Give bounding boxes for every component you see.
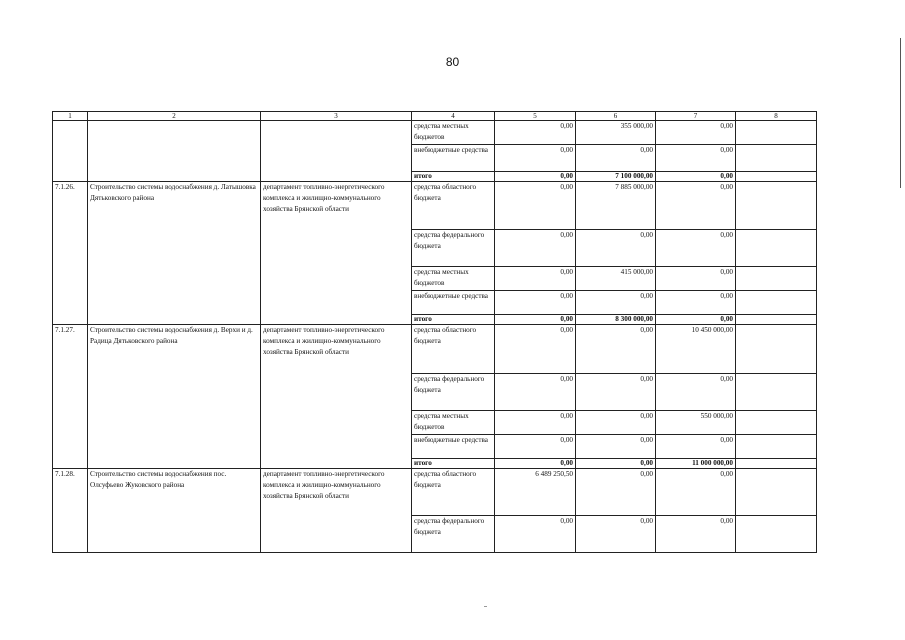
value-col8 — [736, 121, 817, 145]
funding-source: внебюджетные средства — [412, 291, 495, 315]
executor-cell: департамент топливно-энергетического комплекса и жилищно-коммунального хозяйства Брянской области — [261, 182, 412, 325]
value-col8 — [736, 230, 817, 267]
value-col5: 0,00 — [495, 459, 576, 469]
value-col8 — [736, 435, 817, 459]
item-name-cell — [88, 121, 261, 182]
value-col5: 0,00 — [495, 291, 576, 315]
value-col5: 6 489 250,50 — [495, 469, 576, 516]
value-col6: 0,00 — [576, 230, 656, 267]
value-col8 — [736, 325, 817, 374]
table-row — [53, 182, 817, 230]
funding-source: внебюджетные средства — [412, 435, 495, 459]
item-number-cell — [53, 121, 88, 182]
funding-source: средства местных бюджетов — [412, 121, 495, 145]
value-col5: 0,00 — [495, 172, 576, 182]
value-col8 — [736, 172, 817, 182]
value-col8 — [736, 469, 817, 516]
item-name-cell: Строительство системы водоснабжения пос. Олсуфьево Жуковского района — [88, 469, 261, 553]
value-col8 — [736, 459, 817, 469]
value-col7: 10 450 000,00 — [656, 325, 736, 374]
value-col5: 0,00 — [495, 121, 576, 145]
table-row — [53, 121, 817, 145]
funding-source: средства областного бюджета — [412, 182, 495, 230]
header-cell: 8 — [736, 112, 817, 121]
item-name-cell: Строительство системы водоснабжения д. Верхи и д. Радица Дятьковского района — [88, 325, 261, 469]
table-row — [53, 325, 817, 374]
value-col8 — [736, 374, 817, 411]
funding-source: средства федерального бюджета — [412, 374, 495, 411]
value-col6: 415 000,00 — [576, 267, 656, 291]
funding-source: средства федерального бюджета — [412, 516, 495, 553]
item-number-cell: 7.1.27. — [53, 325, 88, 469]
value-col7: 11 000 000,00 — [656, 459, 736, 469]
page-number: 80 — [445, 55, 460, 69]
value-col6: 0,00 — [576, 325, 656, 374]
value-col7: 0,00 — [656, 315, 736, 325]
executor-cell: департамент топливно-энергетического комплекса и жилищно-коммунального хозяйства Брянской области — [261, 469, 412, 553]
value-col8 — [736, 267, 817, 291]
value-col7: 0,00 — [656, 182, 736, 230]
funding-source: средства федерального бюджета — [412, 230, 495, 267]
executor-cell — [261, 121, 412, 182]
value-col6: 7 100 000,00 — [576, 172, 656, 182]
value-col5: 0,00 — [495, 145, 576, 172]
value-col8 — [736, 315, 817, 325]
item-number-cell: 7.1.28. — [53, 469, 88, 553]
value-col5: 0,00 — [495, 516, 576, 553]
funding-source: средства областного бюджета — [412, 325, 495, 374]
value-col5: 0,00 — [495, 315, 576, 325]
header-cell: 5 — [495, 112, 576, 121]
value-col8 — [736, 411, 817, 435]
item-number-cell: 7.1.26. — [53, 182, 88, 325]
value-col6: 0,00 — [576, 459, 656, 469]
value-col5: 0,00 — [495, 230, 576, 267]
value-col7: 0,00 — [656, 145, 736, 172]
value-col6: 355 000,00 — [576, 121, 656, 145]
value-col5: 0,00 — [495, 411, 576, 435]
scan-speck — [484, 606, 487, 607]
value-col6: 0,00 — [576, 469, 656, 516]
value-col5: 0,00 — [495, 325, 576, 374]
funding-source: итого — [412, 172, 495, 182]
value-col7: 0,00 — [656, 172, 736, 182]
value-col7: 0,00 — [656, 374, 736, 411]
header-cell: 4 — [412, 112, 495, 121]
value-col7: 0,00 — [656, 435, 736, 459]
executor-cell: департамент топливно-энергетического комплекса и жилищно-коммунального хозяйства Брянской области — [261, 325, 412, 469]
header-cell: 6 — [576, 112, 656, 121]
table-row — [53, 469, 817, 516]
header-cell: 7 — [656, 112, 736, 121]
value-col7: 550 000,00 — [656, 411, 736, 435]
page-edge-line — [900, 38, 901, 188]
value-col7: 0,00 — [656, 291, 736, 315]
value-col5: 0,00 — [495, 267, 576, 291]
value-col6: 0,00 — [576, 435, 656, 459]
value-col8 — [736, 182, 817, 230]
value-col6: 7 885 000,00 — [576, 182, 656, 230]
header-cell: 1 — [53, 112, 88, 121]
value-col6: 0,00 — [576, 411, 656, 435]
value-col5: 0,00 — [495, 435, 576, 459]
funding-source: средства областного бюджета — [412, 469, 495, 516]
value-col8 — [736, 291, 817, 315]
value-col7: 0,00 — [656, 267, 736, 291]
funding-source: итого — [412, 315, 495, 325]
value-col6: 0,00 — [576, 291, 656, 315]
value-col6: 0,00 — [576, 145, 656, 172]
value-col5: 0,00 — [495, 374, 576, 411]
budget-table — [52, 111, 817, 553]
value-col7: 0,00 — [656, 516, 736, 553]
funding-source: итого — [412, 459, 495, 469]
value-col8 — [736, 145, 817, 172]
value-col6: 0,00 — [576, 516, 656, 553]
value-col7: 0,00 — [656, 121, 736, 145]
header-row — [53, 112, 817, 121]
funding-source: внебюджетные средства — [412, 145, 495, 172]
item-name-cell: Строительство системы водоснабжения д. Латышовка Дятьковского района — [88, 182, 261, 325]
funding-source: средства местных бюджетов — [412, 267, 495, 291]
funding-source: средства местных бюджетов — [412, 411, 495, 435]
header-cell: 2 — [88, 112, 261, 121]
header-cell: 3 — [261, 112, 412, 121]
value-col8 — [736, 516, 817, 553]
value-col5: 0,00 — [495, 182, 576, 230]
value-col6: 8 300 000,00 — [576, 315, 656, 325]
value-col6: 0,00 — [576, 374, 656, 411]
value-col7: 0,00 — [656, 230, 736, 267]
value-col7: 0,00 — [656, 469, 736, 516]
